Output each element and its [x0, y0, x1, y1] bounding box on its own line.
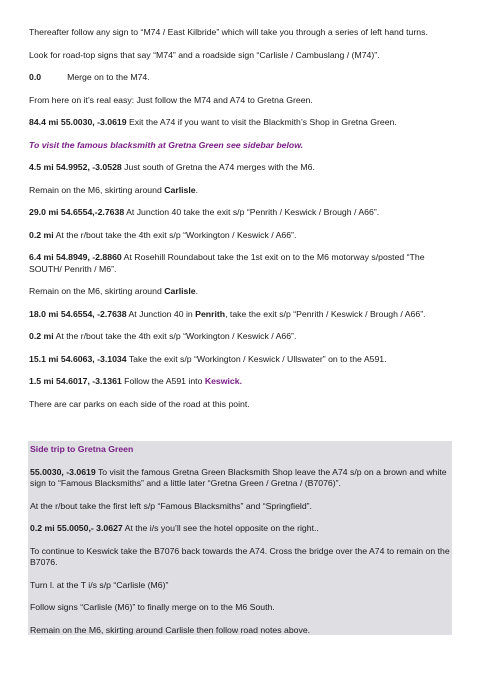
waypoint: 29.0 mi 54.6554,-2.7638 [29, 207, 125, 217]
place-name: Carlisle [164, 286, 196, 296]
paragraph: 4.5 mi 54.9952, -3.0528 Just south of Gretna the A74 merges with the M6. [29, 162, 315, 172]
sidebar-note: To visit the famous blacksmith at Gretna Green see sidebar below. [29, 139, 304, 150]
paragraph: 84.4 mi 55.0030, -3.0619 Exit the A74 if you want to visit the Blackmith’s Shop in Gretna Green. [29, 117, 397, 127]
paragraph: From here on it’s real easy: Just follow the M74 and A74 to Gretna Green. [29, 94, 313, 105]
paragraph: Remain on the M6, skirting around Carlisle. [29, 286, 199, 296]
place-name: Carlisle [164, 184, 196, 195]
waypoint: 0.2 mi [29, 331, 54, 341]
waypoint: 15.1 mi 54.6063, -3.1034 [29, 353, 127, 364]
sidebar-content [30, 444, 450, 647]
waypoint: 0.2 mi 55.0050,- 3.0627 [30, 523, 123, 533]
paragraph: 0.0 Merge on to the M74. [29, 72, 150, 82]
paragraph: Remain on the M6, skirting around Carlisle then follow road notes above. [30, 624, 311, 635]
paragraph: To continue to Keswick take the B7076 back towards the A74. Cross the bridge over the A74 to remain on the B7076. [30, 545, 450, 567]
waypoint: 6.4 mi 54.8949, -2.8860 [29, 252, 122, 262]
waypoint: 55.0030, -3.0619 [30, 466, 96, 477]
paragraph: 15.1 mi 54.6063, -3.1034 Take the exit s/p “Workington / Keswick / Ullswater” on to the A591. [29, 353, 387, 364]
paragraph: At the r/bout take the first left s/p “Famous Blacksmiths” and “Springfield”. [30, 500, 312, 511]
place-name: Penrith [195, 308, 226, 319]
paragraph: 18.0 mi 54.6554, -2.7638 At Junction 40 in Penrith, take the exit s/p “Penrith / Keswick / Brough / A66”. [29, 308, 426, 319]
paragraph: 0.2 mi At the r/bout take the 4th exit s/p “Workington / Keswick / A66”. [29, 331, 297, 341]
paragraph: 1.5 mi 54.6017, -3.1361 Follow the A591 into Keswick. [29, 376, 243, 386]
waypoint: 18.0 mi 54.6554, -2.7638 [29, 308, 127, 319]
directions-body [29, 27, 453, 421]
waypoint: 1.5 mi 54.6017, -3.1361 [29, 376, 122, 386]
paragraph: 29.0 mi 54.6554,-2.7638 At Junction 40 take the exit s/p “Penrith / Keswick / Brough / A66”. [29, 207, 380, 217]
waypoint: 4.5 mi 54.9952, -3.0528 [29, 162, 122, 172]
paragraph: Remain on the M6, skirting around Carlisle. [29, 184, 199, 195]
sidebar-box [28, 441, 452, 635]
sidebar-title: Side trip to Gretna Green [30, 444, 134, 454]
distance: 0.0 [29, 72, 42, 82]
waypoint: 84.4 mi 55.0030, -3.0619 [29, 117, 127, 127]
paragraph: Turn l. at the T i/s s/p “Carlisle (M6)” [30, 579, 169, 590]
paragraph: 55.0030, -3.0619 To visit the famous Gretna Green Blacksmith Shop leave the A74 s/p on a brown and white sign to “Famous Blacksmiths” and a little later “Gretna Green / Gretna / (B7076)”. [30, 466, 447, 488]
paragraph: There are car parks on each side of the road at this point. [29, 398, 250, 409]
paragraph: 0.2 mi 55.0050,- 3.0627 At the i/s you’ll see the hotel opposite on the right.. [30, 523, 319, 533]
paragraph: 0.2 mi At the r/bout take the 4th exit s/p “Workington / Keswick / A66”. [29, 229, 297, 240]
paragraph: Thereafter follow any sign to “M74 / East Kilbride” which will take you through a series of left hand turns. [29, 27, 428, 37]
paragraph: Look for road-top signs that say “M74” and a roadside sign “Carlisle / Cambuslang / (M74)”. [29, 49, 380, 60]
destination: Keswick. [204, 376, 243, 386]
paragraph: Follow signs “Carlisle (M6)” to finally merge on to the M6 South. [30, 602, 275, 612]
waypoint: 0.2 mi [29, 229, 54, 240]
paragraph: 6.4 mi 54.8949, -2.8860 At Rosehill Roundabout take the 1st exit on to the M6 motorway s/posted “The SOUTH/ Penrith / M6”. [29, 252, 425, 274]
